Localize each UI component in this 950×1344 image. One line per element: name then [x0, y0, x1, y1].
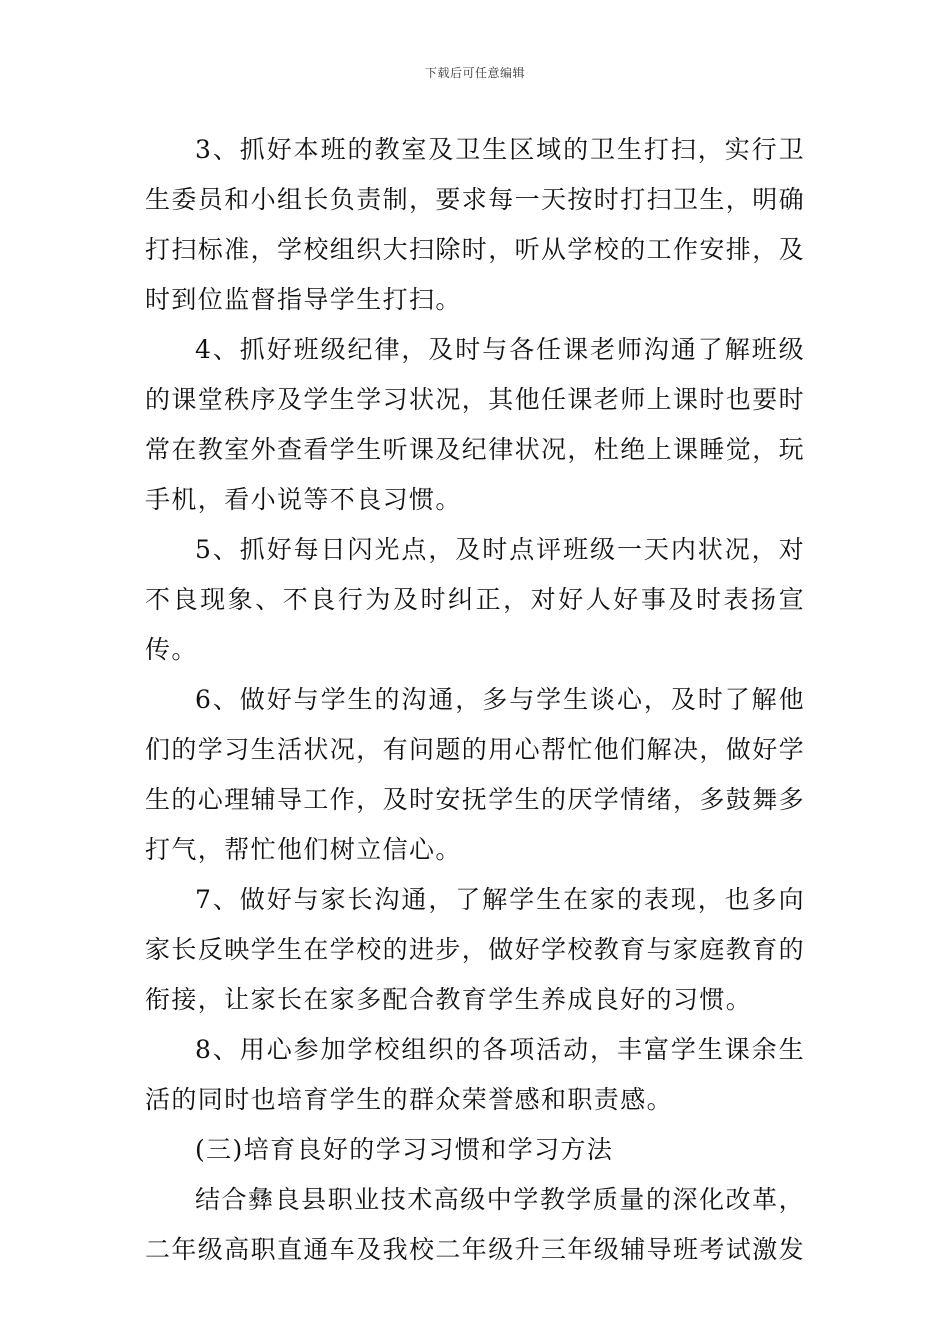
document-body — [145, 125, 805, 1275]
paragraph-item-3: 3、抓好本班的教室及卫生区域的卫生打扫，实行卫生委员和小组长负责制，要求每一天按时打扫卫生，明确打扫标准，学校组织大扫除时，听从学校的工作安排，及时到位监督指导学生打扫。 — [145, 135, 806, 314]
paragraph-item-5: 5、抓好每日闪光点，及时点评班级一天内状况，对不良现象、不良行为及时纠正，对好人好事及时表扬宣传。 — [145, 535, 805, 664]
paragraph-continuation: 结合彝良县职业技术高级中学教学质量的深化改革，二年级高职直通车及我校二年级升三年级辅导班考试激发 — [145, 1185, 806, 1264]
paragraph-item-8: 8、用心参加学校组织的各项活动，丰富学生课余生活的同时也培育学生的群众荣誉感和职责感。 — [145, 1035, 805, 1114]
paragraph-item-7: 7、做好与家长沟通，了解学生在家的表现，也多向家长反映学生在学校的进步，做好学校教育与家庭教育的衔接，让家长在家多配合教育学生养成良好的习惯。 — [145, 885, 806, 1014]
section-heading: (三)培育良好的学习习惯和学习方法 — [195, 1135, 614, 1164]
paragraph-item-4: 4、抓好班级纪律，及时与各任课老师沟通了解班级的课堂秩序及学生学习状况，其他任课老师上课时也要时常在教室外查看学生听课及纪律状况，杜绝上课睡觉，玩手机，看小说等不良习惯。 — [145, 335, 806, 514]
paragraph-item-6: 6、做好与学生的沟通，多与学生谈心，及时了解他们的学习生活状况，有问题的用心帮忙他们解决，做好学生的心理辅导工作，及时安抚学生的厌学情绪，多鼓舞多打气，帮忙他们树立信心。 — [145, 685, 806, 864]
page-header: 下载后可任意编辑 — [424, 66, 525, 80]
